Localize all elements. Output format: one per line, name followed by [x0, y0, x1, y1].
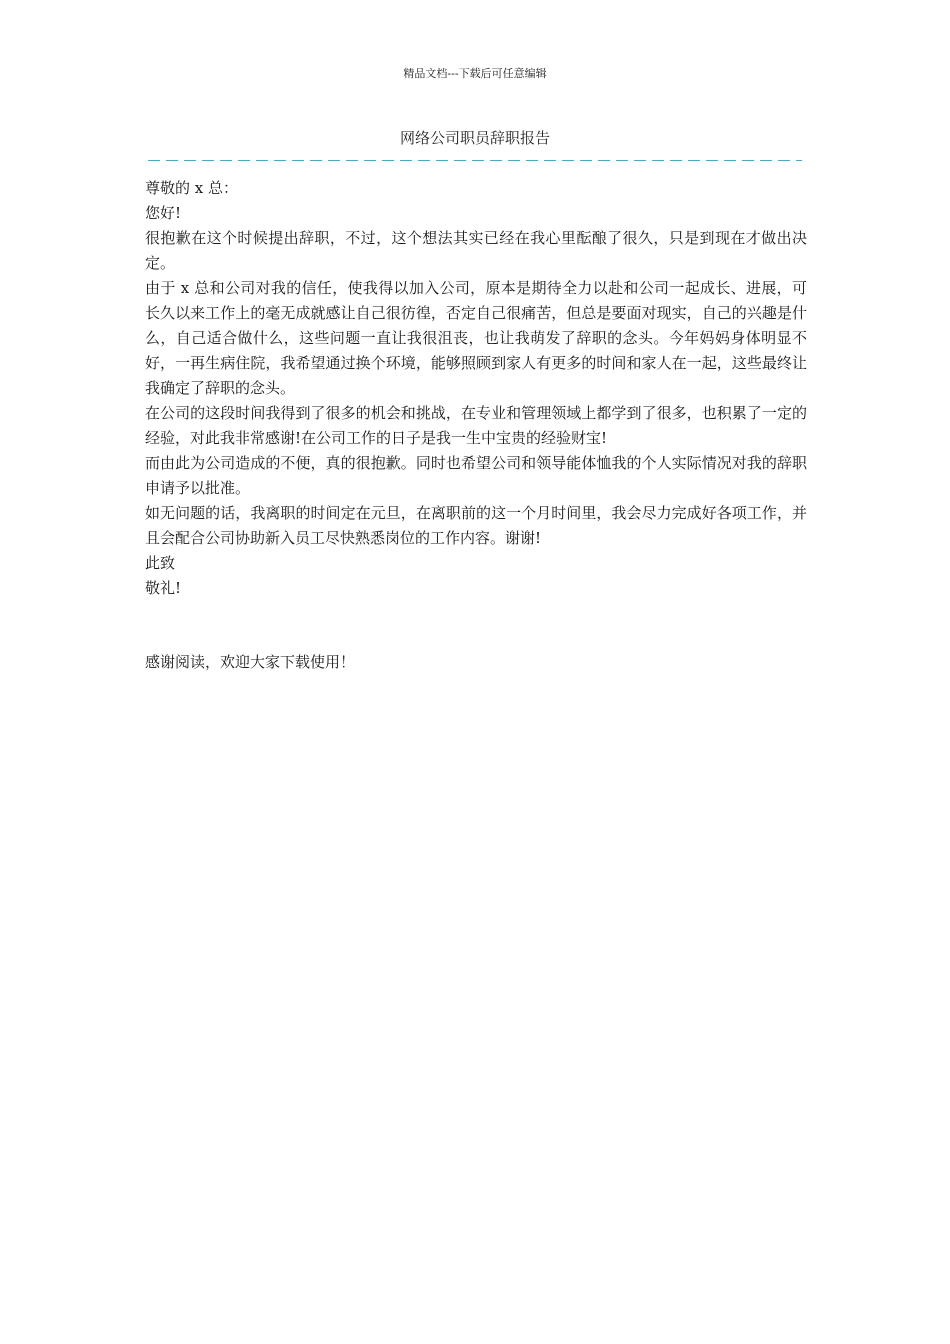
body-paragraph: 而由此为公司造成的不便，真的很抱歉。同时也希望公司和领导能体恤我的个人实际情况对我的辞职申请予以批准。 — [145, 454, 807, 497]
closing-line: 此致 — [145, 554, 176, 572]
greeting: 您好! — [145, 204, 182, 222]
body-paragraph: 由于 x 总和公司对我的信任，使我得以加入公司，原本是期待全力以赴和公司一起成长、进展，可长久以来工作上的毫无成就感让自己很彷徨，否定自己很痛苦，但总是要面对现实，自己的兴趣是什么，自己适合做什么，这些问题一直让我很沮丧，也让我萌发了辞职的念头。今年妈妈身体明显不好，一再生病住院，我希望通过换个环境，能够照顾到家人有更多的时间和家人在一起，这些最终让我确定了辞职的念头。 — [145, 279, 807, 397]
footer-closing-note: 感谢阅读，欢迎大家下载使用！ — [145, 653, 356, 671]
title-divider — [148, 160, 802, 161]
body-paragraph: 很抱歉在这个时候提出辞职，不过，这个想法其实已经在我心里酝酿了很久，只是到现在才做出决定。 — [145, 229, 807, 272]
body-paragraph: 在公司的这段时间我得到了很多的机会和挑战，在专业和管理领域上都学到了很多，也积累了一定的经验，对此我非常感谢!在公司工作的日子是我一生中宝贵的经验财宝! — [145, 404, 807, 447]
header-note: 精品文档---下载后可任意编辑 — [403, 67, 547, 80]
salutation: 尊敬的 x 总： — [145, 179, 238, 197]
closing-regards: 敬礼! — [145, 579, 182, 597]
document-title: 网络公司职员辞职报告 — [399, 129, 550, 147]
body-paragraph: 如无问题的话，我离职的时间定在元旦，在离职前的这一个月时间里，我会尽力完成好各项工作，并且会配合公司协助新入员工尽快熟悉岗位的工作内容。谢谢! — [145, 504, 807, 547]
document-body — [145, 176, 807, 601]
